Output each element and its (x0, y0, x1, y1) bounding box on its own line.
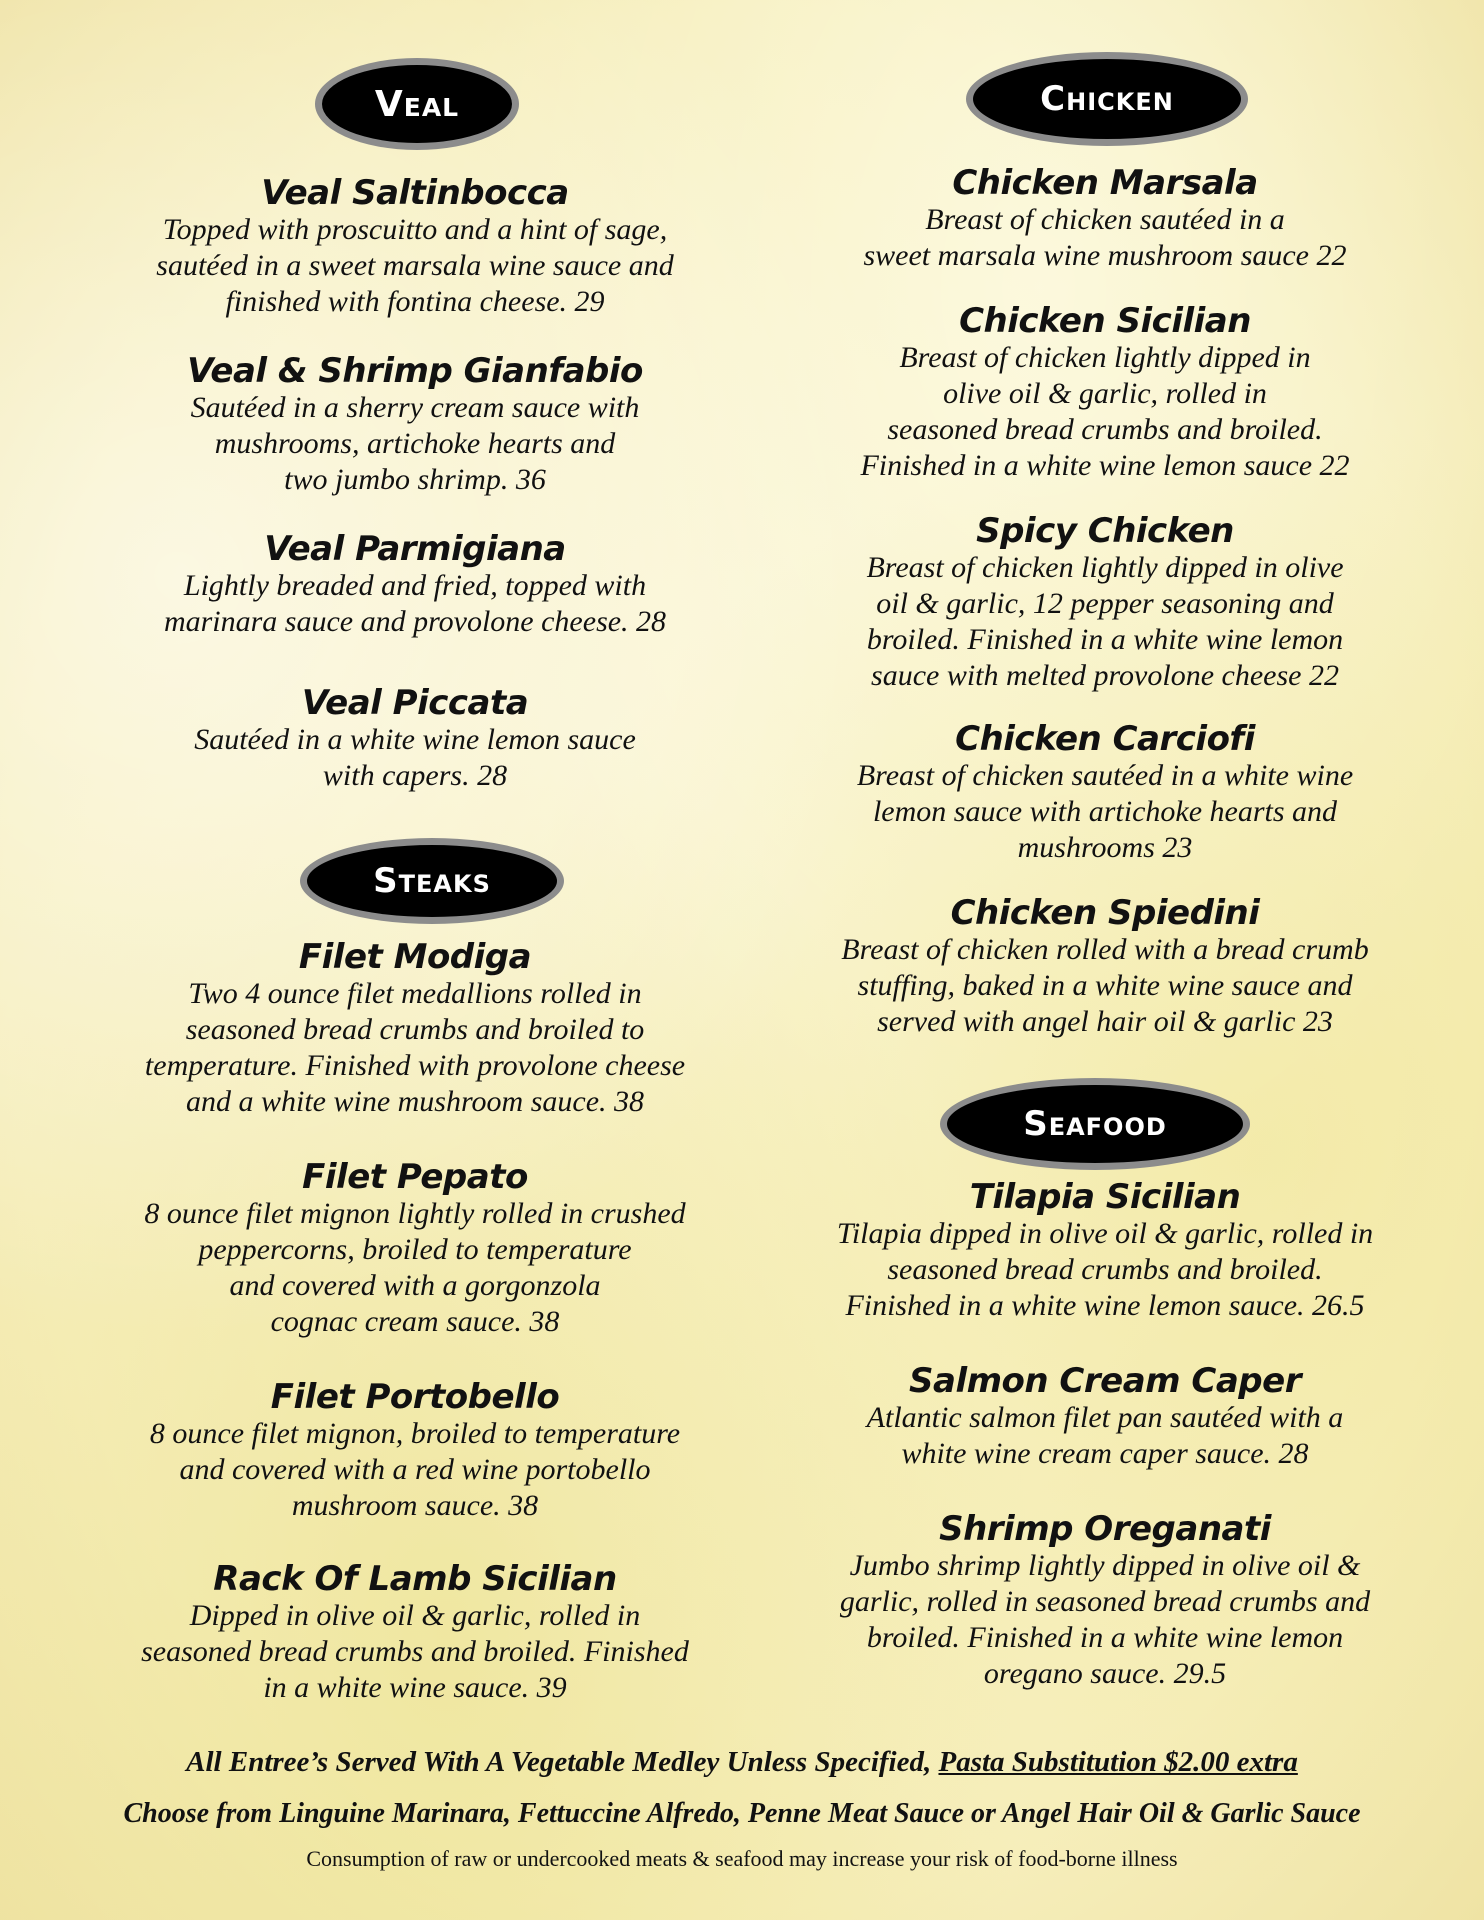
item-name: Filet Modiga (298, 937, 532, 977)
item-description: Breast of chicken sautéed in a sweet marsala wine mushroom sauce 22 (863, 203, 1347, 272)
menu-item (780, 1178, 1430, 1324)
item-description: Topped with proscuitto and a hint of sage, sautéed in a sweet marsala wine sauce and finished with fontina cheese. 29 (156, 213, 674, 318)
menu-item (90, 1560, 740, 1706)
item-name: Shrimp Oreganati (939, 1509, 1271, 1549)
menu-item (780, 1362, 1430, 1472)
item-description: Tilapia dipped in olive oil & garlic, rolled in seasoned bread crumbs and broiled. Finished in a white wine lemon sauce. 26.5 (836, 1217, 1374, 1322)
footer-pasta-choices: Choose from Linguine Marinara, Fettuccine Alfredo, Penne Meat Sauce or Angel Hair Oil & Garlic Sauce (123, 1798, 1361, 1829)
item-name: Spicy Chicken (976, 511, 1234, 551)
section-title-veal: Veal (374, 83, 460, 125)
item-description: 8 ounce filet mignon lightly rolled in crushed peppercorns, broiled to temperature and covered with a gorgonzola cognac cream sauce. 38 (144, 1197, 686, 1338)
section-badge-veal (315, 58, 519, 150)
item-description: 8 ounce filet mignon, broiled to temperature and covered with a red wine portobello mushroom sauce. 38 (149, 1417, 681, 1522)
section-title-seafood: Seafood (1023, 1104, 1167, 1144)
item-name: Veal Parmigiana (264, 529, 566, 569)
item-name: Tilapia Sicilian (969, 1177, 1241, 1217)
item-name: Chicken Spiedini (950, 893, 1260, 933)
item-name: Veal Saltinbocca (261, 173, 569, 213)
item-description: Breast of chicken rolled with a bread crumb stuffing, baked in a white wine sauce and served with angel hair oil & garlic 23 (841, 933, 1369, 1038)
menu-item (90, 684, 740, 794)
section-title-chicken: Chicken (1040, 79, 1174, 119)
item-description: Breast of chicken lightly dipped in olive oil & garlic, rolled in seasoned bread crumbs and broiled. Finished in a white wine lemon sauce 22 (860, 341, 1350, 482)
item-description: Atlantic salmon filet pan sautéed with a white wine cream caper sauce. 28 (866, 1401, 1344, 1470)
menu-item (780, 894, 1430, 1040)
right-column (780, 0, 1430, 1720)
item-name: Chicken Marsala (952, 163, 1258, 203)
footer-pasta-substitution: Pasta Substitution $2.00 extra (938, 1746, 1298, 1778)
item-name: Veal & Shrimp Gianfabio (187, 351, 643, 391)
item-name: Filet Portobello (270, 1377, 560, 1417)
menu-item (780, 512, 1430, 694)
menu-item (780, 302, 1430, 484)
item-name: Veal Piccata (301, 683, 529, 723)
item-name: Chicken Carciofi (955, 719, 1255, 759)
left-column (90, 0, 740, 1720)
item-description: Breast of chicken lightly dipped in olive oil & garlic, 12 pepper seasoning and broiled. Finished in a white wine lemon sauce with melted provolone cheese 22 (866, 551, 1344, 692)
section-badge-steaks (300, 838, 564, 924)
item-name: Chicken Sicilian (959, 301, 1251, 341)
item-description: Jumbo shrimp lightly dipped in olive oil & garlic, rolled in seasoned bread crumbs and broiled. Finished in a white wine lemon oregano sauce. 29.5 (839, 1549, 1371, 1690)
menu-item (780, 1510, 1430, 1692)
menu-item (90, 352, 740, 498)
menu-item (90, 1378, 740, 1524)
menu-item (90, 174, 740, 320)
item-name: Rack Of Lamb Sicilian (213, 1559, 617, 1599)
menu-item (90, 530, 740, 640)
item-description: Lightly breaded and fried, topped with marinara sauce and provolone cheese. 28 (163, 569, 667, 638)
item-description: Breast of chicken sautéed in a white wine lemon sauce with artichoke hearts and mushrooms 23 (856, 759, 1354, 864)
item-description: Two 4 ounce filet medallions rolled in seasoned bread crumbs and broiled to temperature. Finished with provolone cheese and a white wine mushroom sauce. 38 (144, 977, 686, 1118)
footer-line1: All Entree’s Served With A Vegetable Medley Unless Specified, (186, 1746, 939, 1778)
item-description: Sautéed in a sherry cream sauce with mushrooms, artichoke hearts and two jumbo shrimp. 36 (190, 391, 640, 496)
menu-item (780, 164, 1430, 274)
item-description: Dipped in olive oil & garlic, rolled in seasoned bread crumbs and broiled. Finished in a white wine sauce. 39 (141, 1599, 689, 1704)
footer-served-note (0, 1746, 1484, 1779)
menu-item (90, 938, 740, 1120)
item-name: Salmon Cream Caper (909, 1361, 1301, 1401)
section-badge-chicken (966, 52, 1248, 146)
section-badge-seafood (940, 1078, 1250, 1170)
footer-health-warning: Consumption of raw or undercooked meats & seafood may increase your risk of food-borne illness (306, 1846, 1178, 1871)
item-name: Filet Pepato (302, 1157, 528, 1197)
item-description: Sautéed in a white wine lemon sauce with capers. 28 (194, 723, 636, 792)
menu-item (780, 720, 1430, 866)
menu-item (90, 1158, 740, 1340)
section-title-steaks: Steaks (373, 861, 491, 901)
